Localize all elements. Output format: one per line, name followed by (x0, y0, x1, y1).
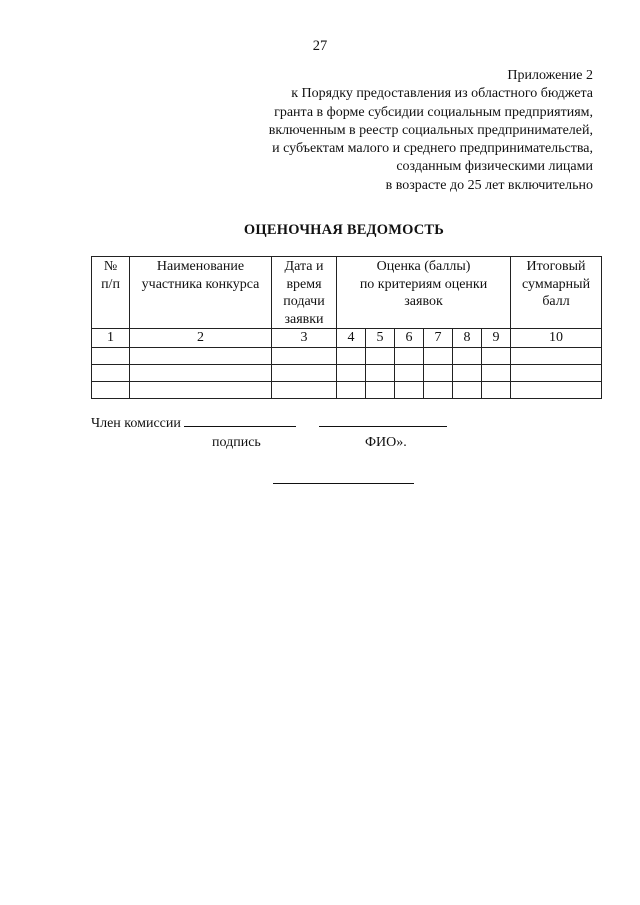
empty-cell (130, 347, 272, 364)
header-date (272, 257, 337, 329)
table-row (92, 347, 602, 364)
appendix-line: гранта в форме субсидии социальным предприятиям, (274, 104, 593, 120)
header-date-line: время (286, 276, 322, 292)
empty-cell (337, 364, 366, 381)
evaluation-table (91, 256, 602, 399)
header-participant-line: Наименование (156, 259, 245, 274)
appendix-line: включенным в реестр социальных предпринимателей, (268, 122, 593, 138)
header-number-line: п/п (101, 276, 120, 292)
appendix-line: к Порядку предоставления из областного бюджета (291, 86, 593, 102)
column-number-cell: 8 (453, 329, 482, 348)
empty-cell (395, 381, 424, 398)
empty-cell (366, 381, 395, 398)
table-row (92, 364, 602, 381)
table-header-row (92, 257, 602, 329)
column-number-cell: 1 (92, 329, 130, 348)
column-number-cell: 4 (337, 329, 366, 348)
empty-cell (453, 347, 482, 364)
header-total-line: суммарный (521, 276, 591, 292)
signature-blank (184, 415, 296, 427)
column-number-cell: 5 (366, 329, 395, 348)
caption-signature: подпись (212, 435, 261, 450)
empty-cell (482, 381, 511, 398)
empty-cell (424, 381, 453, 398)
header-score-line: Оценка (баллы) (376, 259, 471, 274)
empty-cell (130, 364, 272, 381)
header-total (511, 257, 602, 329)
header-score-line: заявок (404, 294, 443, 309)
empty-cell (511, 347, 602, 364)
header-number (92, 257, 130, 329)
column-number-cell: 3 (272, 329, 337, 348)
header-date-line: подачи (283, 294, 325, 309)
empty-cell (482, 347, 511, 364)
appendix-line: и субъектам малого и среднего предпринимательства, (272, 141, 593, 157)
column-number-cell: 2 (130, 329, 272, 348)
empty-cell (424, 364, 453, 381)
header-participant (130, 257, 272, 329)
empty-cell (511, 381, 602, 398)
header-number-line: № (103, 259, 118, 274)
empty-cell (92, 347, 130, 364)
empty-cell (395, 347, 424, 364)
caption-name: ФИО». (365, 435, 407, 450)
column-number-cell: 10 (511, 329, 602, 348)
header-score (337, 257, 511, 329)
name-blank (319, 415, 447, 427)
end-divider (273, 483, 414, 484)
empty-cell (424, 347, 453, 364)
empty-cell (337, 381, 366, 398)
header-date-line: Дата и (284, 259, 324, 274)
empty-cell (366, 364, 395, 381)
header-date-line: заявки (284, 311, 324, 327)
empty-cell (482, 364, 511, 381)
header-participant-line: участника конкурса (141, 276, 260, 292)
empty-cell (92, 364, 130, 381)
appendix-line: созданным физическими лицами (396, 159, 593, 175)
empty-cell (272, 364, 337, 381)
appendix-line: в возрасте до 25 лет включительно (385, 177, 593, 193)
header-total-line: Итоговый (526, 259, 586, 274)
empty-cell (453, 381, 482, 398)
empty-cell (395, 364, 424, 381)
empty-cell (337, 347, 366, 364)
empty-cell (272, 347, 337, 364)
header-total-line: балл (542, 294, 570, 309)
empty-cell (272, 381, 337, 398)
header-score-line: по критериям оценки (359, 276, 488, 292)
table-row (92, 381, 602, 398)
empty-cell (92, 381, 130, 398)
column-number-row (92, 329, 602, 348)
empty-cell (366, 347, 395, 364)
document-title: ОЦЕНОЧНАЯ ВЕДОМОСТЬ (243, 222, 445, 238)
column-number-cell: 6 (395, 329, 424, 348)
signature-label: Член комиссии (91, 416, 181, 431)
appendix-block (173, 67, 593, 195)
empty-cell (130, 381, 272, 398)
empty-cell (453, 364, 482, 381)
column-number-cell: 7 (424, 329, 453, 348)
appendix-line: Приложение 2 (507, 68, 593, 83)
column-number-cell: 9 (482, 329, 511, 348)
page-number: 27 (312, 38, 328, 54)
signature-line (91, 415, 447, 432)
empty-cell (511, 364, 602, 381)
